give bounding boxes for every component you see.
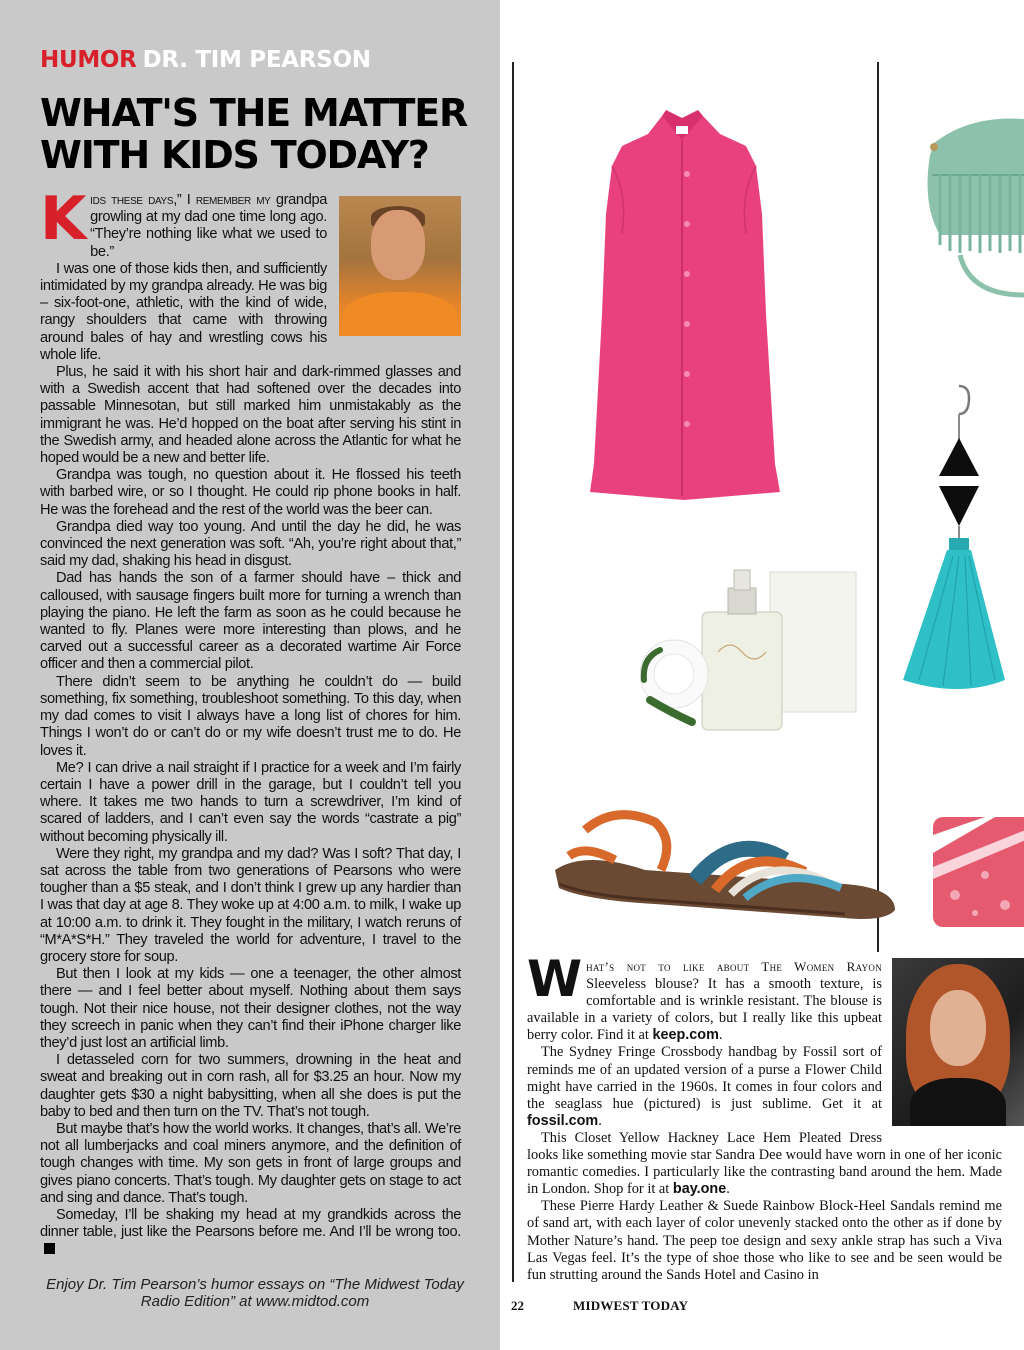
perfume-bottle-image [640,562,870,767]
fashion-paragraph-blouse: What’s not to like about The Women Rayon Sleeveless blouse? It has a smooth texture, is comfortable and is wrinkle resistant. The blouse is available in a variety of colors, but I really like this upbeat berry color. Find it at keep.com. [527,950,882,1044]
essay-paragraph: Plus, he said it with his short hair and dark-rimmed glasses and with a Swedish accent that had softened over the decades into passable Minnesotan, but still marked him unmistakably as the immigrant he was. He’d hopped on the boat after serving his stint in the Swedish army, and headed alone across the Atlantic for what he hoped would be a new and better life. [40,364,461,467]
page-number: 22 [511,1298,524,1313]
keep-com-link[interactable]: keep.com [652,1027,719,1044]
fashion-column [527,950,1002,1284]
essay-closing [40,1207,461,1259]
lead-smallcaps: ids these days,” I remember my [90,192,271,208]
lead-rest: grandpa growling at my dad one time long ago. “They’re nothing like what we used to be.” [90,192,327,260]
humor-column [0,0,500,1350]
author-photo-face [371,210,425,280]
fashion-paragraph-sandals: These Pierre Hardy Leather & Suede Rainbow Block-Heel Sandals remind me of sand art, with each layer of color unevenly stacked onto the other as if done by Mother Nature’s hand. The peep toe design and sexy ankle strap has such a Viva Las Vegas feel. It’s the type of shoe those who like to see and be seen would be fun strutting around the Sands Hotel and Casino in [527,1198,1002,1283]
essay-paragraph: But maybe that’s how the world works. It changes, that’s all. We’re not all lumberjacks and coal miners anymore, and the definition of tough changes with time. My son gets in front of large groups and gives piano concerts. That’s tough. My daughter gets on stage to act and sing and dance. That’s tough. [40,1120,461,1206]
bay-one-link[interactable]: bay.one [672,1181,727,1198]
column-rule-left [512,62,514,1282]
tassel-earring-image [895,380,1024,700]
fashion-paragraph-dress: This Closet Yellow Hackney Lace Hem Pleated Dress looks like something movie star Sandra Dee would have worn in one of her iconic romantic comedies. I particularly like the contrasting band around the hem. Made in London. Shop for it at bay.one. [527,1129,1002,1198]
essay-paragraph: Were they right, my grandpa and my dad? Was I soft? That day, I sat across the table from two generations of Pearsons who were tougher than a $5 steak, and I don’t think I grew up any hardier than I was that day at age 8. They woke up at 4:00 a.m. to milk, I wake up at 10:00 a.m. to drink it. They fought in the military, I watch reruns of “M*A*S*H.” They traveled the world for adventure, I travel to the grocery store for soup. [40,845,461,965]
essay-paragraph: I was one of those kids then, and sufficiently intimidated by my grandpa already. He was big – six-foot-one, athletic, with the kind of wide, rangy shoulders that came with throwing around bales of hay and wrestling cows his whole life. [40,260,327,363]
essay-paragraph: I detasseled corn for two summers, drowning in the heat and sweat and breaking out in corn rash, all for $3.25 an hour. Now my daughter gets $30 a night babysitting, when all she does is put the baby to bed and then turn on the TV. That’s not tough. [40,1052,461,1120]
dress-text: This Closet Yellow Hackney Lace Hem Pleated Dress looks like something movie star Sandra Dee would have worn in one of her iconic romantic comedies. I particularly like the contrasting band around the hem. Made in London. Shop for it at [527,1129,1002,1198]
author-name: DR. TIM PEARSON [142,47,371,73]
essay-paragraph: Dad has hands the son of a farmer should have – thick and calloused, with sausage fingers built more for turning a wrench than playing the piano. He left the farm as soon as he could because he wanted to fly. Planes were more interesting than plows, and he carved out a successful career as a decorated wartime Air Force officer and then a commercial pilot. [40,570,461,673]
essay-paragraph: There didn’t seem to be anything he couldn’t do — build something, fix something, troubleshoot something. To this day, when my dad comes to visit I always have a long list of chores for him. Things I won’t do or can’t do or my wife doesn’t trust me to do. He loves it. [40,673,461,759]
publication-name: MIDWEST TODAY [573,1298,689,1313]
essay-body [40,184,461,1259]
fashion-paragraph-handbag: The Sydney Fringe Crossbody handbag by Fossil sort of reminds me of an updated version of a purse a Flower Child might have carried in the 1960s. It comes in four colors and the seaglass hue (pictured) is just sublime. Get it at fossil.com. [527,1044,882,1129]
drop-cap: W [527,950,583,1008]
article-headline: WHAT'S THE MATTER WITH KIDS TODAY? [40,91,468,177]
columnist-photo-top [910,1078,1006,1126]
printed-wallet-image [925,805,1024,930]
section-label: HUMOR [40,47,137,73]
fashion-lead-smallcaps: hat’s not to like about The Women Rayon [586,959,882,974]
pink-blouse-image [580,104,785,504]
fossil-com-link[interactable]: fossil.com [527,1112,599,1129]
crossbody-bag-image [910,95,1024,305]
essay-paragraph: Grandpa was tough, no question about it. He flossed his teeth with barbed wire, or so I thought. He could rip phone books in half. He was the forehead and the rest of the world was the beer can. [40,467,461,518]
essay-paragraph: But then I look at my kids — one a teenager, the other almost there — and I feel better about myself. Nothing about them says tough. Not their nice house, not their designer clothes, not the way they screech in panic when they can’t find their iPhone charger like they’d just lost an artificial limb. [40,966,461,1051]
essay-tagline: Enjoy Dr. Tim Pearson’s humor essays on “The Midwest Today Radio Edition” at www.midtod.com [46,1276,464,1310]
handbag-text: The Sydney Fringe Crossbody handbag by Fossil sort of reminds me of an updated version of a purse a Flower Child might have carried in the 1960s. It comes in four colors and the seaglass hue (pictured) is just sublime. Get it at [527,1044,882,1112]
fashion-lead-rest: Sleeveless blouse? It has a smooth texture, is comfortable and is wrinkle resistant. The blouse is available in a variety of colors, but I really like this upbeat berry color. Find it at [527,976,882,1044]
columnist-photo [892,958,1024,1126]
author-photo [339,196,461,336]
drop-cap: K [40,184,87,254]
author-photo-shirt [343,292,457,336]
end-mark-icon [44,1243,55,1254]
section-header [40,47,371,73]
essay-closing-text: Someday, I’ll be shaking my head at my grandkids across the dinner table, just like the Pearsons before me. And I’ll be wrong too. [40,1206,461,1241]
essay-paragraph: Me? I can drive a nail straight if I practice for a week and I’m fairly certain I have a power drill in the garage, but I couldn’t tell you where. It takes me two hands to turn a screwdriver, I’m kind of scared of ladders, and I can’t even say the words “castrate a pig” without becoming physically ill. [40,759,461,845]
essay-paragraph: Grandpa died way too young. And until the day he did, he was convinced the next generation was soft. “Ah, you’re right about that,” said my dad, shaking his head in disgust. [40,518,461,570]
columnist-photo-face [930,990,986,1066]
sandal-image [545,800,910,925]
